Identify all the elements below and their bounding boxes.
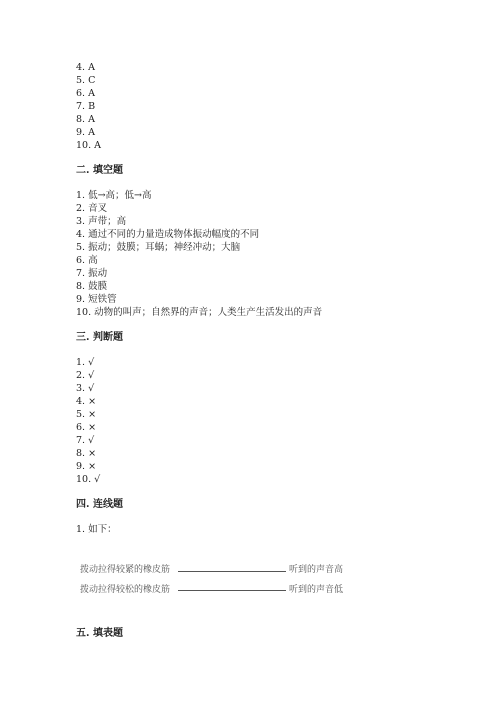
answer-line: 10. A bbox=[76, 140, 101, 151]
answer-line: 9. A bbox=[76, 127, 95, 138]
answer-line: 5. 振动；鼓膜；耳蜗；神经冲动；大脑 bbox=[76, 242, 241, 253]
answer-line: 4. × bbox=[76, 396, 97, 407]
answer-line: 4. 通过不同的力量造成物体振动幅度的不同 bbox=[76, 229, 260, 240]
answer-line: 8. 鼓膜 bbox=[76, 281, 108, 292]
answer-line: 6. A bbox=[76, 88, 95, 99]
answer-line: 5. × bbox=[76, 409, 97, 420]
answer-line: 3. 声带；高 bbox=[76, 216, 127, 227]
answer-line: 7. B bbox=[76, 101, 96, 112]
section-heading-true-false: 三. 判断题 bbox=[76, 332, 123, 343]
matching-left-item: 拨动拉得较紧的橡皮筋 bbox=[80, 565, 171, 575]
answer-line: 6. × bbox=[76, 422, 97, 433]
answer-line: 8. A bbox=[76, 114, 95, 125]
section-heading-matching: 四. 连线题 bbox=[76, 499, 123, 510]
answer-line: 9. 短铁管 bbox=[76, 294, 117, 305]
answer-line: 7. 振动 bbox=[76, 268, 108, 279]
answer-line: 3. √ bbox=[76, 383, 95, 394]
answer-line: 7. √ bbox=[76, 435, 95, 446]
answer-line: 2. 音叉 bbox=[76, 203, 108, 214]
answer-line: 8. × bbox=[76, 448, 97, 459]
matching-connector-line bbox=[178, 571, 286, 572]
matching-left-item: 拨动拉得较松的橡皮筋 bbox=[80, 585, 171, 595]
answer-line: 6. 高 bbox=[76, 255, 98, 266]
answer-line: 4. A bbox=[76, 62, 95, 73]
answer-line: 1. 低→高；低→高 bbox=[76, 190, 152, 201]
answer-line: 5. C bbox=[76, 75, 96, 86]
section-heading-fill-in: 二. 填空题 bbox=[76, 165, 123, 176]
answer-line: 10. 动物的叫声；自然界的声音；人类生产生活发出的声音 bbox=[76, 307, 323, 318]
answer-line: 9. × bbox=[76, 461, 97, 472]
answer-line: 10. √ bbox=[76, 474, 101, 485]
answer-line: 1. √ bbox=[76, 357, 95, 368]
matching-right-item: 听到的声音高 bbox=[289, 565, 344, 575]
matching-connector-line bbox=[178, 590, 286, 591]
section-heading-table: 五. 填表题 bbox=[76, 628, 123, 639]
answer-line: 1. 如下： bbox=[76, 524, 117, 535]
answer-line: 2. √ bbox=[76, 370, 95, 381]
matching-right-item: 听到的声音低 bbox=[289, 585, 344, 595]
